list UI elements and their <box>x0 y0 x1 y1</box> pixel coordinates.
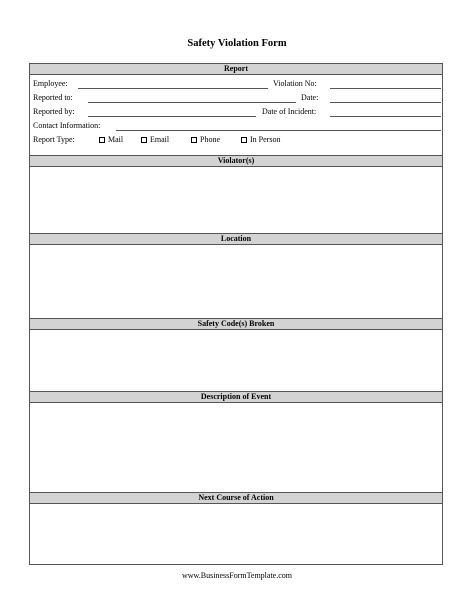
violators-area[interactable] <box>30 167 442 233</box>
description-area[interactable] <box>30 403 442 492</box>
date-field[interactable] <box>330 102 441 103</box>
report-type-in-person-label: In Person <box>250 135 281 144</box>
checkbox-icon[interactable] <box>141 137 147 143</box>
reported-by-row <box>30 106 442 120</box>
checkbox-icon[interactable] <box>191 137 197 143</box>
reported-by-label: Reported by: <box>33 107 75 116</box>
location-area[interactable] <box>30 245 442 318</box>
date-label: Date: <box>301 93 319 102</box>
description-section-header: Description of Event <box>30 391 442 403</box>
reported-by-field[interactable] <box>88 116 256 117</box>
form-frame <box>29 63 443 565</box>
report-type-row <box>30 134 442 148</box>
reported-to-row <box>30 92 442 106</box>
employee-field[interactable] <box>78 88 268 89</box>
checkbox-icon[interactable] <box>241 137 247 143</box>
report-type-email-label: Email <box>150 135 170 144</box>
report-type-mail[interactable] <box>99 135 123 144</box>
next-action-area[interactable] <box>30 504 442 564</box>
report-section-header: Report <box>30 64 442 75</box>
location-section-header: Location <box>30 233 442 245</box>
reported-to-label: Reported to: <box>33 93 73 102</box>
employee-label: Employee: <box>33 79 68 88</box>
contact-row <box>30 120 442 134</box>
report-type-phone-label: Phone <box>200 135 220 144</box>
contact-field[interactable] <box>116 130 441 131</box>
checkbox-icon[interactable] <box>99 137 105 143</box>
next-action-section-header: Next Course of Action <box>30 492 442 504</box>
safety-codes-area[interactable] <box>30 330 442 391</box>
date-of-incident-label: Date of Incident: <box>262 107 317 116</box>
employee-row <box>30 78 442 92</box>
report-type-phone[interactable] <box>191 135 220 144</box>
violation-no-label: Violation No: <box>273 79 317 88</box>
safety-codes-section-header: Safety Code(s) Broken <box>30 318 442 330</box>
report-type-mail-label: Mail <box>108 135 124 144</box>
report-type-email[interactable] <box>141 135 169 144</box>
report-type-label: Report Type: <box>33 135 75 144</box>
contact-label: Contact Information: <box>33 121 101 130</box>
report-type-in-person[interactable] <box>241 135 280 144</box>
violators-section-header: Violator(s) <box>30 155 442 167</box>
footer-url: www.BusinessFormTemplate.com <box>181 571 293 580</box>
date-of-incident-field[interactable] <box>330 116 441 117</box>
violation-no-field[interactable] <box>330 88 441 89</box>
reported-to-field[interactable] <box>88 102 296 103</box>
form-title: Safety Violation Form <box>187 38 287 49</box>
